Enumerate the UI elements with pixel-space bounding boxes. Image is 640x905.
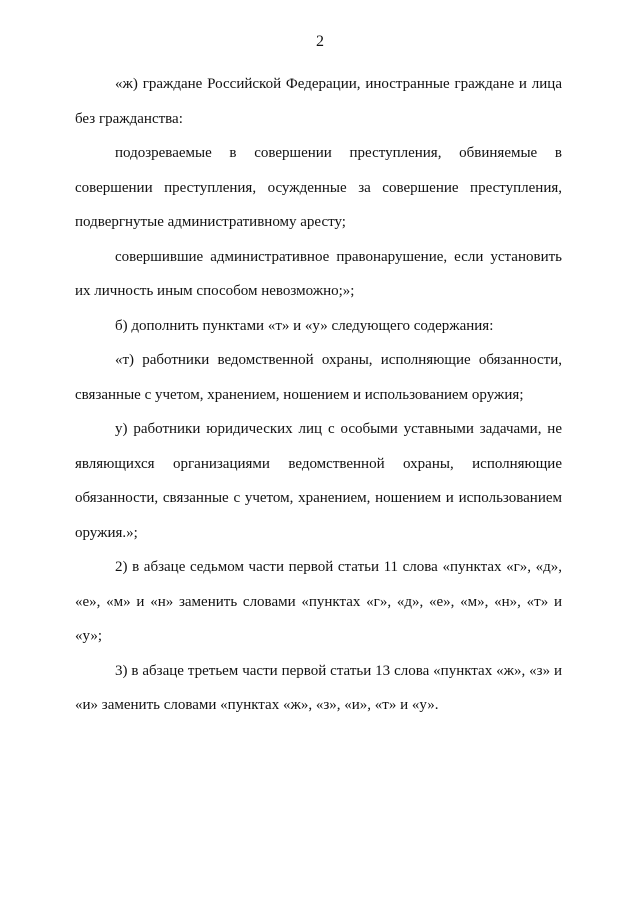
paragraph-t: «т) работники ведомственной охраны, исполняющие обязанности, связанные с учетом, хранением, ношением и использованием оружия; xyxy=(75,352,562,403)
page-number: 2 xyxy=(316,33,324,50)
document-body xyxy=(75,67,562,723)
paragraph-offenders: совершившие административное правонарушение, если установить их личность иным способом невозможно;»; xyxy=(75,248,562,299)
paragraph-zh: «ж) граждане Российской Федерации, иностранные граждане и лица без гражданства: xyxy=(75,76,562,127)
paragraph-suspects: подозреваемые в совершении преступления, обвиняемые в совершении преступления, осужденные за совершение преступления, подвергнутые административному аресту; xyxy=(75,145,562,230)
paragraph-3: 3) в абзаце третьем части первой статьи 13 слова «пунктах «ж», «з» и «и» заменить словами «пунктах «ж», «з», «и», «т» и «у». xyxy=(75,662,562,713)
paragraph-u: у) работники юридических лиц с особыми уставными задачами, не являющихся организациями ведомственной охраны, исполняющие обязанности, связанные с учетом, хранением, ношением и использованием оружия.»; xyxy=(75,421,562,541)
paragraph-2: 2) в абзаце седьмом части первой статьи 11 слова «пунктах «г», «д», «е», «м» и «н» заменить словами «пунктах «г», «д», «е», «м», «н», «т» и «у»; xyxy=(75,559,562,644)
paragraph-b: б) дополнить пунктами «т» и «у» следующего содержания: xyxy=(115,317,494,334)
